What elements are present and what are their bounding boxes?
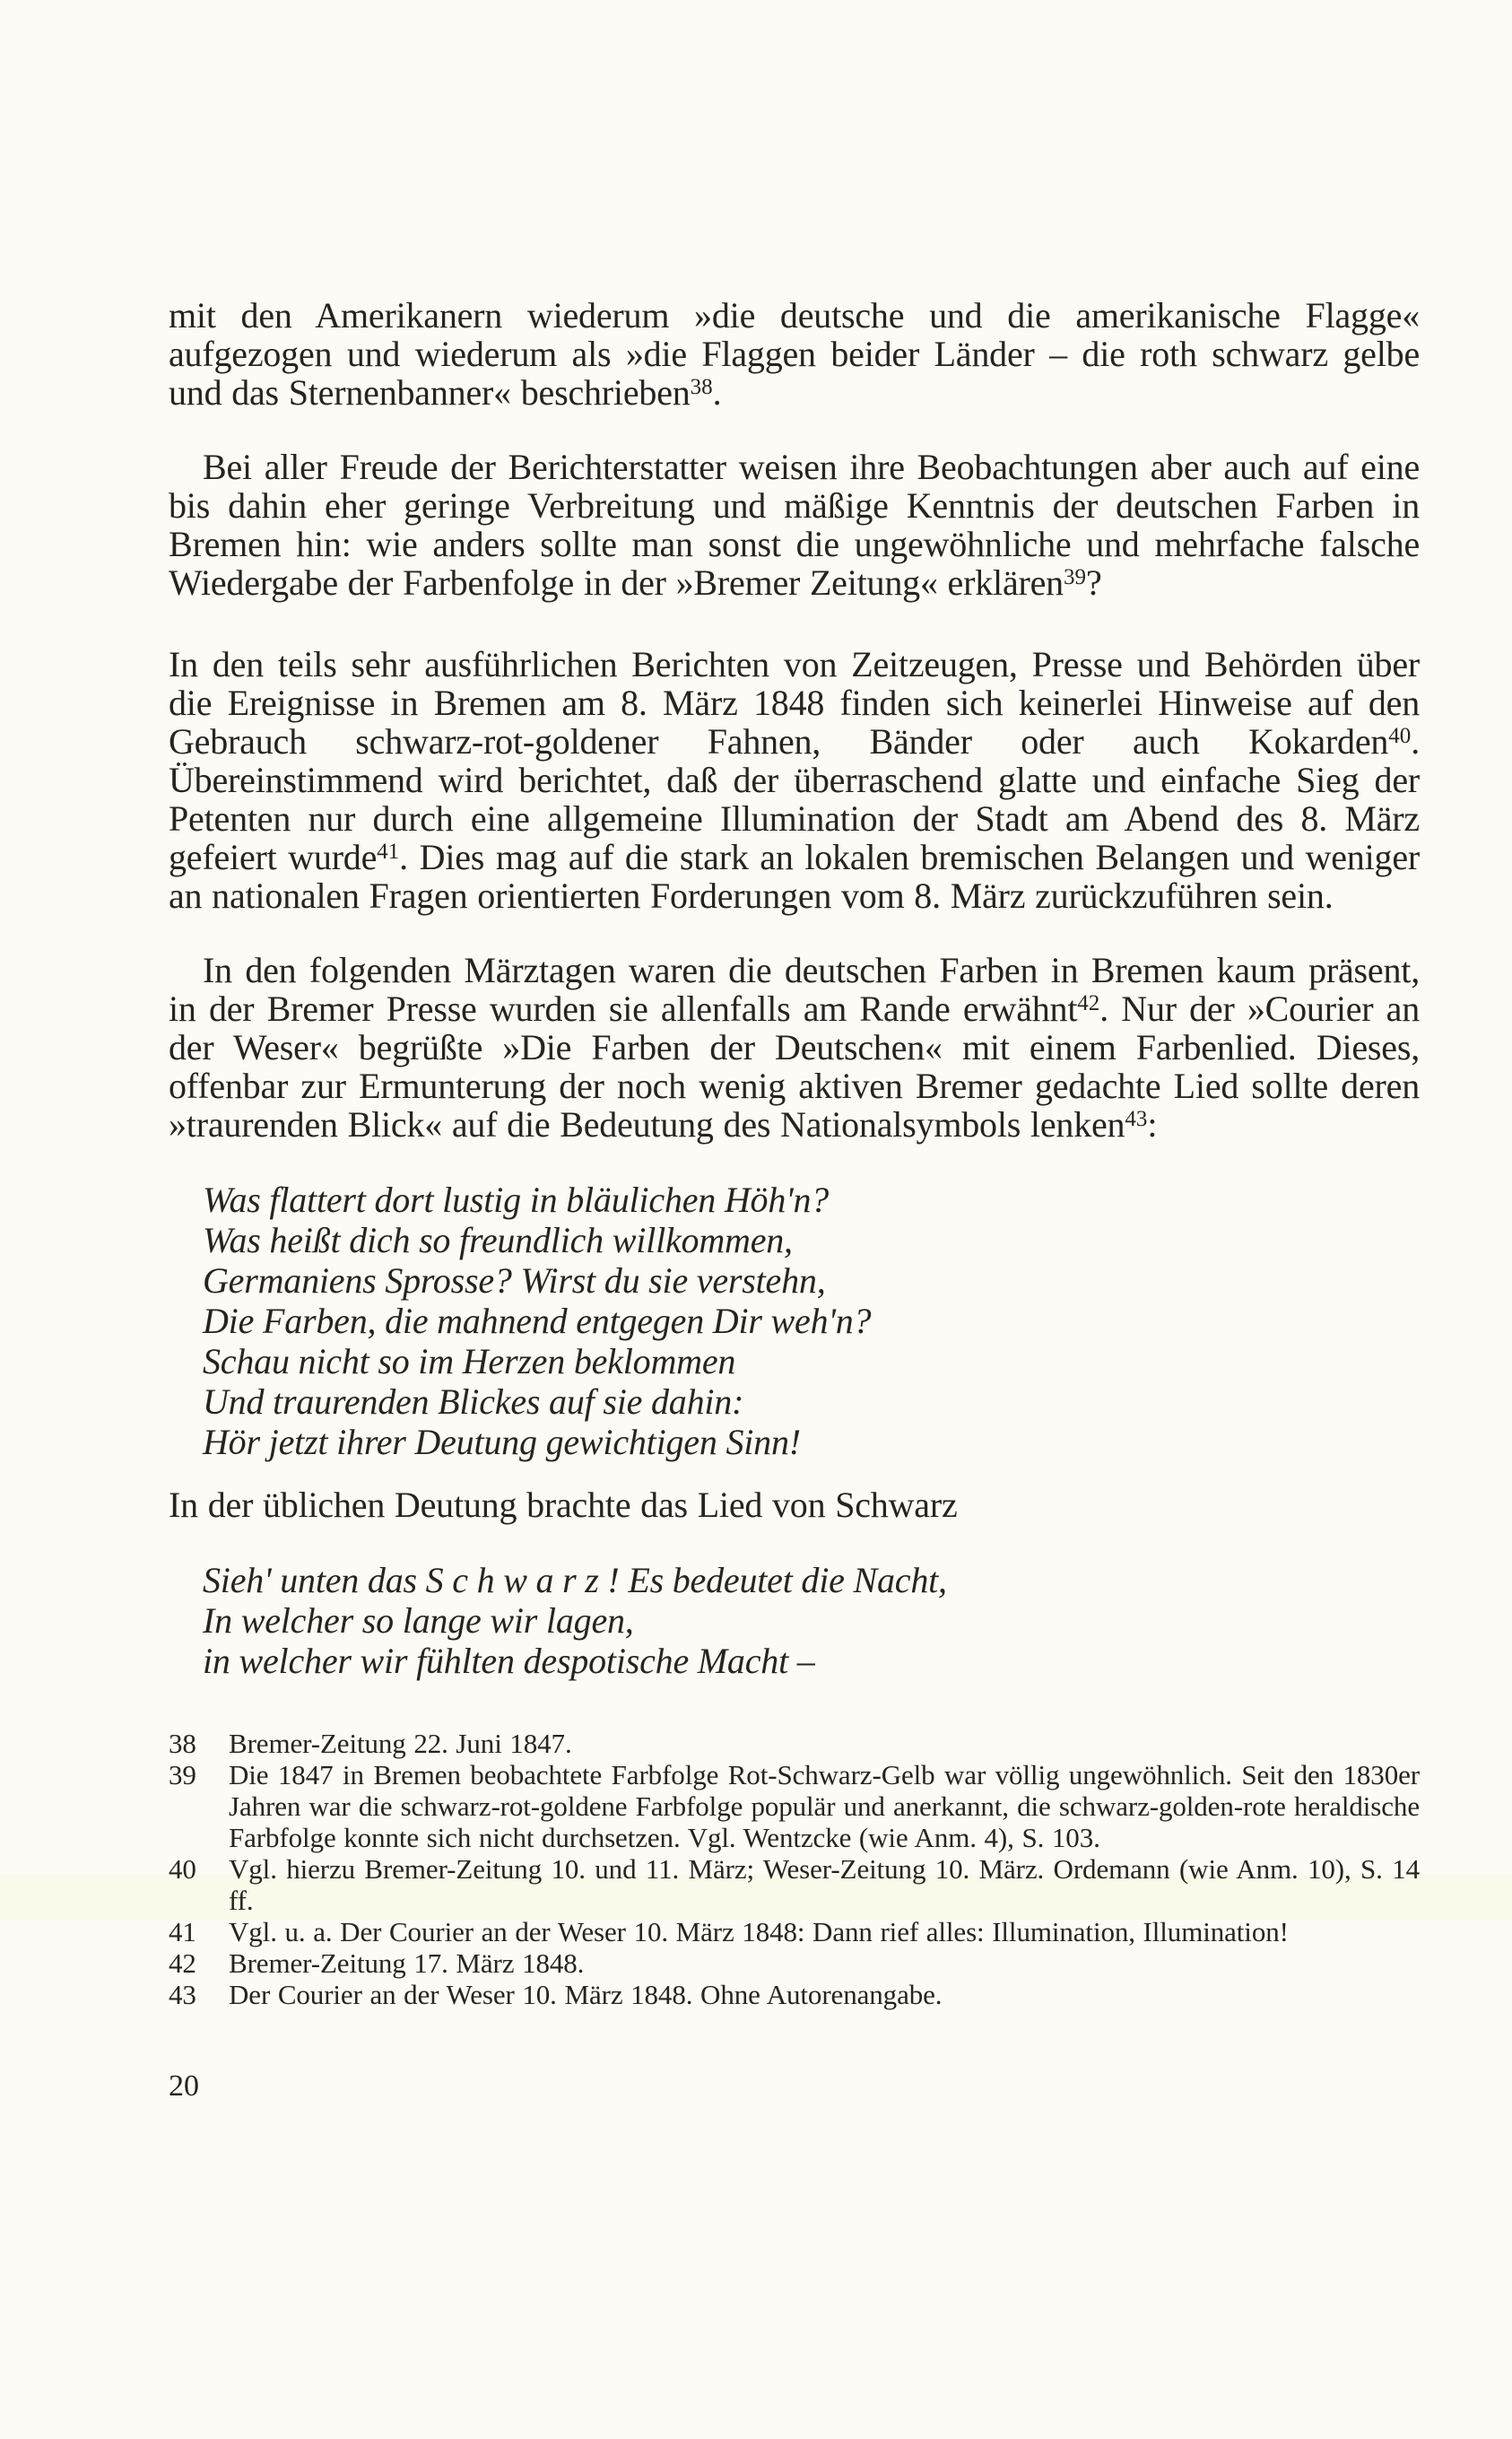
paragraph-1 bbox=[169, 296, 1420, 412]
footnote-ref-40: 40 bbox=[1388, 724, 1412, 748]
paragraph-2-tail: ? bbox=[1085, 562, 1102, 603]
poem-line: Die Farben, die mahnend entgegen Dir weh'n? bbox=[203, 1301, 872, 1341]
footnotes-section bbox=[169, 1728, 1420, 2010]
footnote-text: Vgl. u. a. Der Courier an der Weser 10. März 1848: Dann rief alles: Illumination, Illumination! bbox=[229, 1916, 1289, 1947]
footnote-ref-38: 38 bbox=[690, 375, 713, 399]
footnote-text: Vgl. hierzu Bremer-Zeitung 10. und 11. März; Weser-Zeitung 10. März. Ordemann (wie Anm. 10), S. 14 ff. bbox=[229, 1853, 1420, 1916]
poem-line: Germaniens Sprosse? Wirst du sie verstehn, bbox=[203, 1260, 826, 1301]
poem-stanza-1 bbox=[203, 1180, 1420, 1462]
poem-line: In welcher so lange wir lagen, bbox=[203, 1600, 634, 1641]
poem-line: Hör jetzt ihrer Deutung gewichtigen Sinn! bbox=[203, 1422, 801, 1462]
footnote-39 bbox=[169, 1759, 1420, 1853]
footnote-38 bbox=[169, 1728, 1420, 1759]
paragraph-3-text-b: . Übereinstimmend wird berichtet, daß der überraschend glatte und einfache Sieg der Petenten nur durch eine allgemeine Illumination der Stadt am Abend des 8. März gefeiert wurde bbox=[169, 721, 1420, 877]
paragraph-1-tail: . bbox=[712, 372, 722, 413]
paragraph-4-tail: : bbox=[1147, 1104, 1158, 1145]
paragraph-4-text-a: In den folgenden Märztagen waren die deutschen Farben in Bremen kaum präsent, in der Bremer Presse wurden sie allenfalls am Rande erwähnt bbox=[169, 950, 1420, 1029]
paragraph-4-text-b: . Nur der »Courier an der Weser« begrüßte »Die Farben der Deutschen« mit einem Farbenlied. Dieses, offenbar zur Ermunterung der noch wenig aktiven Bremer gedachte Lied sollte deren »traurenden Blick« auf die Bedeutung des Nationalsymbols lenken bbox=[169, 989, 1420, 1145]
interlude-line: In der üblichen Deutung brachte das Lied von Schwarz bbox=[169, 1485, 958, 1525]
footnote-number: 40 bbox=[169, 1853, 196, 1885]
footnote-ref-43: 43 bbox=[1125, 1107, 1148, 1131]
paragraph-2 bbox=[169, 448, 1420, 602]
page-number: 20 bbox=[169, 2069, 199, 2103]
poem-line: Und traurenden Blickes auf sie dahin: bbox=[203, 1381, 744, 1422]
footnote-41 bbox=[169, 1916, 1420, 1947]
footnote-number: 42 bbox=[169, 1947, 196, 1979]
footnote-number: 41 bbox=[169, 1916, 196, 1947]
paragraph-4 bbox=[169, 951, 1420, 1144]
poem-stanza-2 bbox=[203, 1560, 1420, 1681]
footnote-ref-39: 39 bbox=[1063, 565, 1086, 589]
footnote-text: Der Courier an der Weser 10. März 1848. Ohne Autorenangabe. bbox=[229, 1979, 943, 2010]
footnote-text: Bremer-Zeitung 22. Juni 1847. bbox=[229, 1728, 572, 1759]
footnote-ref-41: 41 bbox=[377, 840, 400, 864]
footnote-number: 39 bbox=[169, 1759, 196, 1790]
paragraph-2-text: Bei aller Freude der Berichterstatter weisen ihre Beobachtungen aber auch auf eine bis dahin eher geringe Verbreitung und mäßige Kenntnis der deutschen Farben in Bremen hin: wie anders sollte man sonst die ungewöhnliche und mehrfache falsche Wiedergabe der Farbenfolge in der »Bremer Zeitung« erklären bbox=[169, 447, 1420, 603]
footnote-ref-42: 42 bbox=[1077, 991, 1100, 1015]
paragraph-3-text-a: In den teils sehr ausführlichen Berichten von Zeitzeugen, Presse und Behörden über die Ereignisse in Bremen am 8. März 1848 finden sich keinerlei Hinweise auf den Gebrauch schwarz-rot-goldener Fahnen, Bänder oder auch Kokarden bbox=[169, 644, 1420, 762]
poem-line: Was heißt dich so freundlich willkommen, bbox=[203, 1220, 793, 1260]
poem-line: Was flattert dort lustig in bläulichen Höh'n? bbox=[203, 1180, 830, 1220]
paragraph-3-text-c: . Dies mag auf die stark an lokalen bremischen Belangen und weniger an nationalen Fragen orientierten Forderungen vom 8. März zurückzuführen sein. bbox=[169, 837, 1420, 916]
poem-line: Schau nicht so im Herzen beklommen bbox=[203, 1341, 736, 1381]
poem-line: Sieh' unten das S c h w a r z ! Es bedeutet die Nacht, bbox=[203, 1560, 947, 1600]
paragraph-3 bbox=[169, 645, 1420, 915]
footnote-42 bbox=[169, 1947, 1420, 1979]
poem-line: in welcher wir fühlten despotische Macht – bbox=[203, 1641, 815, 1681]
footnote-40 bbox=[169, 1853, 1420, 1916]
footnote-number: 38 bbox=[169, 1728, 196, 1759]
paragraph-1-text: mit den Amerikanern wiederum »die deutsche und die amerikanische Flagge« aufgezogen und wiederum als »die Flaggen beider Länder – die roth schwarz gelbe und das Sternenbanner« beschrieben bbox=[169, 295, 1420, 413]
footnote-43 bbox=[169, 1979, 1420, 2010]
footnote-number: 43 bbox=[169, 1979, 196, 2010]
footnote-text: Die 1847 in Bremen beobachtete Farbfolge Rot-Schwarz-Gelb war völlig ungewöhnlich. Seit den 1830er Jahren war die schwarz-rot-goldene Farbfolge populär und anerkannt, die schwarz-golden-rote heraldische Farbfolge konnte sich nicht durchsetzen. Vgl. Wentzcke (wie Anm. 4), S. 103. bbox=[229, 1759, 1420, 1853]
footnote-text: Bremer-Zeitung 17. März 1848. bbox=[229, 1947, 585, 1979]
